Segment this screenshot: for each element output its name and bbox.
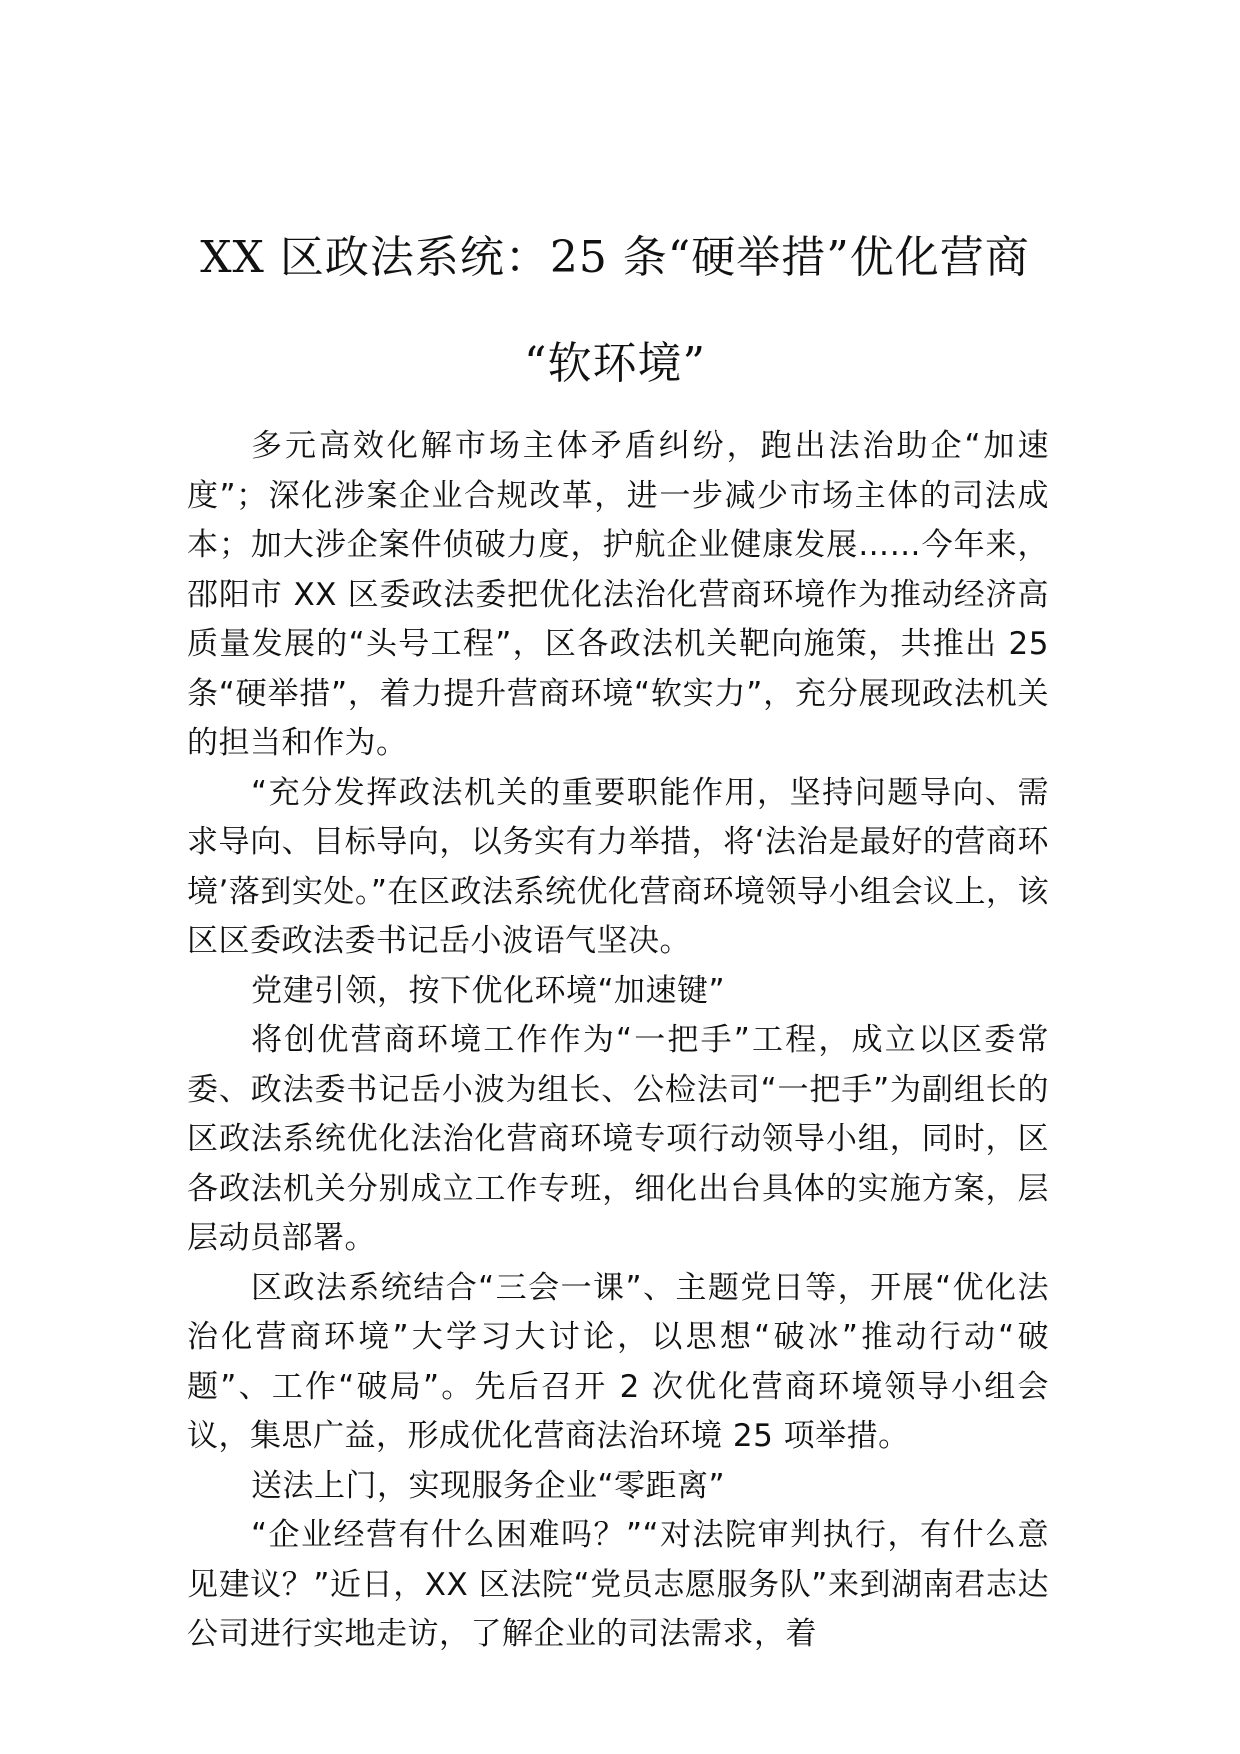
title-line-2: “软环境” (524, 338, 706, 389)
document-title (150, 205, 1080, 417)
section-heading-2: 送法上门，实现服务企业“零距离” (251, 1467, 726, 1504)
body-paragraph-5: “企业经营有什么困难吗？”“对法院审判执行，有什么意见建议？”近日，XX 区法院“党员志愿服务队”来到湖南君志达公司进行实地走访，了解企业的司法需求，着 (187, 1517, 1049, 1652)
body-paragraph-2: “充分发挥政法机关的重要职能作用，坚持问题导向、需求导向、目标导向，以务实有力举措，将‘法治是最好的营商环境’落到实处。”在区政法系统优化营商环境领导小组会议上，该区区委政法委书记岳小波语气坚决。 (187, 774, 1049, 959)
body-paragraph-1: 多元高效化解市场主体矛盾纠纷，跑出法治助企“加速度”；深化涉案企业合规改革，进一步减少市场主体的司法成本；加大涉企案件侦破力度，护航企业健康发展……今年来，邵阳市 XX 区委政法委把优化法治化营商环境作为推动经济高质量发展的“头号工程”，区各政法机关靶向施策，共推出 25 条“硬举措”，着力提升营商环境“软实力”，充分展现政法机关的担当和作为。 (187, 428, 1049, 761)
section-heading-1: 党建引领，按下优化环境“加速键” (251, 972, 726, 1009)
title-line-1: XX 区政法系统：25 条“硬举措”优化营商 (200, 232, 1030, 283)
document-body (187, 422, 1049, 1660)
body-paragraph-3: 将创优营商环境工作作为“一把手”工程，成立以区委常委、政法委书记岳小波为组长、公检法司“一把手”为副组长的区政法系统优化法治化营商环境专项行动领导小组，同时，区各政法机关分别成立工作专班，细化出台具体的实施方案，层层动员部署。 (187, 1022, 1049, 1256)
body-paragraph-4: 区政法系统结合“三会一课”、主题党日等，开展“优化法治化营商环境”大学习大讨论，以思想“破冰”推动行动“破题”、工作“破局”。先后召开 2 次优化营商环境领导小组会议，集思广益，形成优化营商法治环境 25 项举措。 (187, 1269, 1049, 1454)
